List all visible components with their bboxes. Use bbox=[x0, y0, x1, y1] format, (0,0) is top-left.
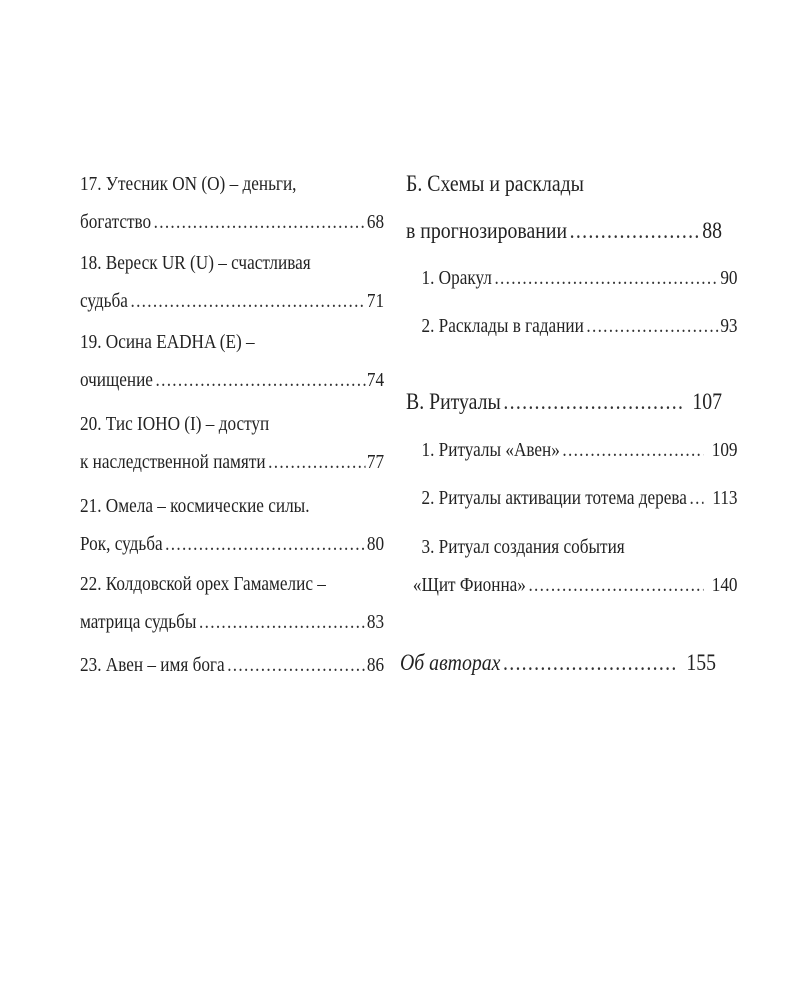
page-number: 77 bbox=[366, 451, 385, 473]
dot-leader bbox=[165, 525, 365, 563]
toc-entry-title: 22. Колдовской орех Гамамелис – bbox=[80, 573, 326, 595]
dot-leader bbox=[503, 383, 683, 421]
dot-leader bbox=[199, 603, 365, 641]
section-title: в прогнозировании bbox=[406, 218, 568, 243]
page-number: 109 bbox=[711, 439, 738, 461]
section-v-heading[interactable] bbox=[406, 383, 722, 421]
toc-entry-title: Рок, судьба bbox=[80, 533, 163, 555]
page-number: 80 bbox=[366, 533, 385, 555]
dot-leader bbox=[586, 307, 718, 345]
toc-entry-title: к наследственной памяти bbox=[80, 451, 266, 473]
toc-entry-oracle[interactable] bbox=[406, 259, 738, 297]
dot-leader bbox=[562, 431, 703, 469]
dot-leader bbox=[528, 566, 703, 604]
page-number: 83 bbox=[366, 611, 385, 633]
toc-entry-title: 1. Ритуалы «Авен» bbox=[421, 439, 560, 461]
toc-entry-22[interactable] bbox=[80, 565, 384, 641]
toc-entry-title: 18. Вереск UR (U) – счастливая bbox=[80, 252, 311, 274]
dot-leader bbox=[494, 259, 718, 297]
page-number: 93 bbox=[720, 315, 738, 337]
page-number: 71 bbox=[366, 290, 385, 312]
dot-leader bbox=[570, 212, 701, 250]
page-number: 113 bbox=[712, 487, 738, 509]
toc-entry-title: судьба bbox=[80, 290, 128, 312]
toc-entry-title: 1. Оракул bbox=[421, 267, 492, 289]
toc-entry-title: 3. Ритуал создания события bbox=[421, 536, 625, 558]
toc-entry-totem-rituals[interactable] bbox=[406, 479, 738, 517]
page-number: 88 bbox=[702, 218, 723, 243]
page-number: 68 bbox=[366, 211, 385, 233]
section-title: Б. Схемы и расклады bbox=[406, 171, 584, 196]
toc-entry-fionn-shield[interactable] bbox=[406, 528, 738, 604]
page-number: 74 bbox=[366, 369, 385, 391]
toc-entry-title: 20. Тис IOHO (I) – доступ bbox=[80, 413, 270, 435]
toc-entry-spreads[interactable] bbox=[406, 307, 738, 345]
section-title: В. Ритуалы bbox=[406, 389, 501, 414]
page-number: 140 bbox=[711, 574, 738, 596]
toc-entry-title: 2. Ритуалы активации тотема дерева bbox=[421, 487, 687, 509]
dot-leader bbox=[227, 646, 365, 684]
section-b-heading[interactable] bbox=[406, 165, 722, 250]
toc-entry-title: очищение bbox=[80, 369, 153, 391]
toc-entry-title: 17. Утесник ON (O) – деньги, bbox=[80, 173, 297, 195]
toc-entry-title: богатство bbox=[80, 211, 152, 233]
dot-leader bbox=[268, 443, 365, 481]
toc-entry-title: матрица судьбы bbox=[80, 611, 197, 633]
toc-entry-title: 19. Осина EADHA (E) – bbox=[80, 331, 255, 353]
dot-leader bbox=[156, 361, 366, 399]
page-number: 155 bbox=[686, 650, 717, 675]
toc-entry-title: «Щит Фионна» bbox=[412, 574, 526, 596]
toc-entry-title: 21. Омела – космические силы. bbox=[80, 495, 310, 517]
toc-entry-20[interactable] bbox=[80, 405, 384, 481]
page-number: 90 bbox=[720, 267, 738, 289]
dot-leader bbox=[154, 203, 365, 241]
toc-entry-19[interactable] bbox=[80, 323, 384, 399]
toc-entry-rituals-aven[interactable] bbox=[406, 431, 738, 469]
toc-entry-about-authors[interactable] bbox=[400, 644, 716, 682]
dot-leader bbox=[130, 282, 365, 320]
toc-entry-title: Об авторах bbox=[400, 650, 501, 675]
dot-leader bbox=[690, 479, 704, 517]
toc-entry-18[interactable] bbox=[80, 244, 384, 320]
toc-entry-21[interactable] bbox=[80, 487, 384, 563]
toc-entry-title: 2. Расклады в гадании bbox=[421, 315, 584, 337]
toc-entry-23[interactable] bbox=[80, 646, 384, 684]
dot-leader bbox=[503, 644, 678, 682]
page-number: 86 bbox=[366, 654, 385, 676]
toc-entry-title: 23. Авен – имя бога bbox=[80, 654, 225, 676]
toc-entry-17[interactable] bbox=[80, 165, 384, 241]
page-number: 107 bbox=[692, 389, 723, 414]
